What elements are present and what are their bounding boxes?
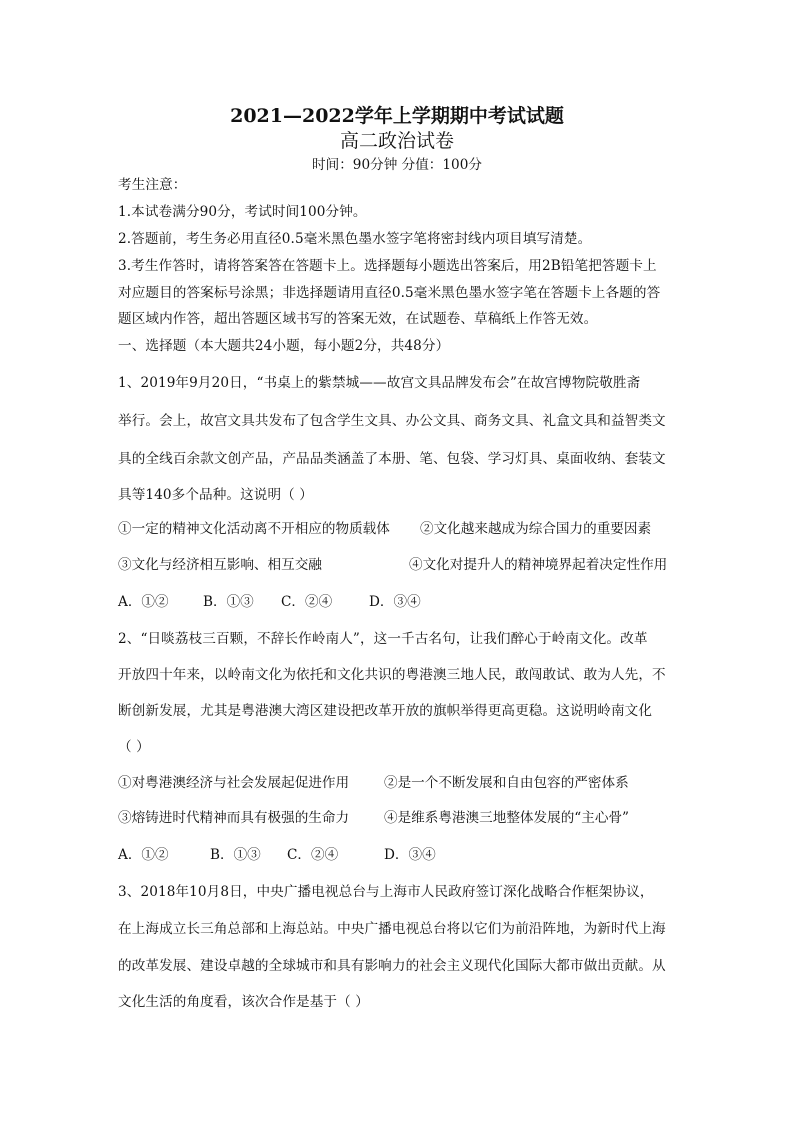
question-3-line: 3、2018年10月8日，中央广播电视总台与上海市人民政府签订深化战略合作框架协议， bbox=[118, 884, 654, 900]
notice-item: 2.答题前，考生务必用直径0.5毫米黑色墨水签字笔将密封线内项目填写清楚。 bbox=[118, 231, 592, 247]
question-2-line: （ ） bbox=[118, 739, 150, 755]
q2-statement-4: ④是维系粤港澳三地整体发展的“主心骨” bbox=[384, 810, 629, 826]
q1-choice-d[interactable]: D．③④ bbox=[369, 594, 421, 610]
question-1-line: 具的全线百余款文创产品，产品品类涵盖了本册、笔、包袋、学习灯具、桌面收纳、套装文 bbox=[118, 451, 666, 467]
notice-item: 3.考生作答时，请将答案答在答题卡上。选择题每小题选出答案后，用2B铅笔把答题卡上 bbox=[118, 258, 657, 274]
q1-choice-a[interactable]: A．①② bbox=[118, 594, 169, 610]
notice-item: 1.本试卷满分90分，考试时间100分钟。 bbox=[118, 204, 367, 220]
q1-choice-c[interactable]: C．②④ bbox=[281, 594, 333, 610]
notice-item: 题区域内作答，超出答题区域书写的答案无效，在试题卷、草稿纸上作答无效。 bbox=[118, 311, 598, 327]
notice-heading: 考生注意： bbox=[118, 177, 187, 193]
q1-statement-3: ③文化与经济相互影响、相互交融 bbox=[118, 557, 322, 573]
q1-statement-2: ②文化越来越成为综合国力的重要因素 bbox=[420, 521, 652, 537]
question-1-line: 举行。会上，故宫文具共发布了包含学生文具、办公文具、商务文具、礼盒文具和益智类文 bbox=[118, 413, 666, 429]
question-2-line: 2、“日啖荔枝三百颗，不辞长作岭南人”，这一千古名句，让我们醉心于岭南文化。改革 bbox=[118, 631, 648, 647]
q2-statement-2: ②是一个不断发展和自由包容的严密体系 bbox=[384, 775, 629, 791]
q2-statement-3: ③熔铸进时代精神而具有极强的生命力 bbox=[118, 810, 350, 826]
question-3-line: 的改革发展、建设卓越的全球城市和具有影响力的社会主义现代化国际大都市做出贡献。从 bbox=[118, 958, 666, 974]
question-2-line: 开放四十年来，以岭南文化为依托和文化共识的粤港澳三地人民，敢闯敢试、敢为人先，不 bbox=[118, 667, 666, 683]
question-3-line: 文化生活的角度看，该次合作是基于（ ） bbox=[118, 994, 369, 1010]
notice-item: 对应题目的答案标号涂黑；非选择题请用直径0.5毫米黑色墨水签字笔在答题卡上各题的答 bbox=[118, 285, 661, 301]
q1-statement-1: ①一定的精神文化活动离不开相应的物质载体 bbox=[118, 521, 390, 537]
exam-subtitle: 高二政治试卷 bbox=[339, 130, 454, 152]
question-3-line: 在上海成立长三角总部和上海总站。中央广播电视总台将以它们为前沿阵地，为新时代上海 bbox=[118, 921, 666, 937]
q1-statement-4: ④文化对提升人的精神境界起着决定性作用 bbox=[409, 557, 668, 573]
q2-statement-1: ①对粤港澳经济与社会发展起促进作用 bbox=[118, 775, 350, 791]
question-2-line: 断创新发展，尤其是粤港澳大湾区建设把改革开放的旗帜举得更高更稳。这说明岭南文化 bbox=[118, 703, 653, 719]
q2-choice-a[interactable]: A．①② bbox=[118, 847, 169, 863]
question-1-line: 具等140多个品种。这说明（ ） bbox=[118, 487, 313, 503]
q1-choice-b[interactable]: B．①③ bbox=[203, 594, 254, 610]
q2-choice-c[interactable]: C．②④ bbox=[287, 847, 339, 863]
q2-choice-b[interactable]: B．①③ bbox=[210, 847, 261, 863]
q2-choice-d[interactable]: D．③④ bbox=[384, 847, 436, 863]
time-and-score: 时间：90分钟 分值：100分 bbox=[312, 157, 482, 173]
exam-title: 2021—2022学年上学期期中考试试题 bbox=[230, 105, 564, 127]
question-1-line: 1、2019年9月20日，“书桌上的紫禁城——故宫文具品牌发布会”在故宫博物院敬胜斋 bbox=[118, 375, 641, 391]
section-heading: 一、选择题（本大题共24小题，每小题2分，共48分） bbox=[118, 338, 450, 354]
